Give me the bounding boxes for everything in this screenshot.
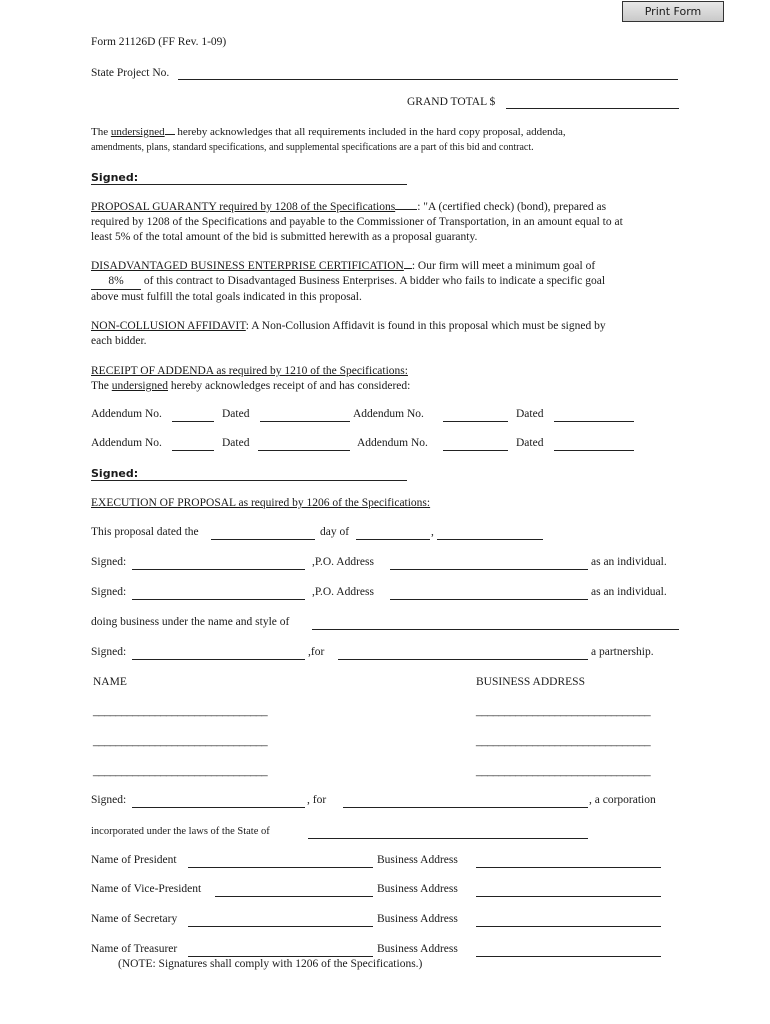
po-address-field[interactable]	[390, 599, 588, 600]
as-individual-label: as an individual.	[591, 556, 667, 568]
proposal-guaranty-heading: PROPOSAL GUARANTY required by 1208 of the Specifications	[91, 201, 396, 213]
addendum-number-field[interactable]	[172, 421, 214, 422]
print-form-button[interactable]: Print Form	[622, 1, 724, 22]
partner-name-field[interactable]: _______________________________	[93, 765, 268, 777]
signed-label: Signed:	[91, 794, 127, 806]
state-project-field[interactable]	[178, 79, 678, 80]
president-name-field[interactable]	[188, 867, 373, 868]
proposal-month-field[interactable]	[356, 539, 430, 540]
for-label: , for	[307, 794, 327, 806]
state-project-label: State Project No.	[91, 67, 170, 79]
non-collusion-text: NON-COLLUSION AFFIDAVIT: A Non-Collusion Affidavit is found in this proposal which must be signed by each bidder.	[91, 320, 606, 347]
proposal-year-field[interactable]	[437, 539, 543, 540]
dated-field[interactable]	[260, 421, 350, 422]
business-address-column-header: BUSINESS ADDRESS	[476, 676, 585, 688]
dbe-heading: DISADVANTAGED BUSINESS ENTERPRISE CERTIFICATION	[91, 260, 404, 272]
corporation-label: , a corporation	[589, 794, 656, 806]
addendum-label: Addendum No.	[91, 437, 162, 449]
business-address-label: Business Address	[377, 883, 458, 895]
vice-president-name-field[interactable]	[215, 896, 373, 897]
secretary-name-field[interactable]	[188, 926, 373, 927]
addendum-number-field[interactable]	[443, 421, 508, 422]
addendum-label: Addendum No.	[91, 408, 162, 420]
addenda-heading: RECEIPT OF ADDENDA as required by 1210 of the Specifications:	[91, 365, 408, 377]
signed-label: Signed:	[91, 556, 127, 568]
individual-signature-field[interactable]	[132, 569, 305, 570]
corporation-signature-field[interactable]	[132, 807, 305, 808]
dated-label: Dated	[222, 437, 250, 449]
secretary-label: Name of Secretary	[91, 913, 178, 925]
business-address-label: Business Address	[377, 854, 458, 866]
po-address-label: ,P.O. Address	[312, 586, 374, 598]
individual-signature-field[interactable]	[132, 599, 305, 600]
signed-label: Signed:	[91, 586, 127, 598]
signed-label: Signed:	[91, 646, 127, 658]
partnership-name-field[interactable]	[338, 659, 588, 660]
po-address-label: ,P.O. Address	[312, 556, 374, 568]
addendum-label: Addendum No.	[357, 437, 428, 449]
dbe-goal-field[interactable]: 8%	[91, 274, 141, 290]
vice-president-label: Name of Vice-President	[91, 883, 202, 895]
secretary-address-field[interactable]	[476, 926, 661, 927]
partner-address-field[interactable]: _______________________________	[476, 765, 651, 777]
partner-address-field[interactable]: _______________________________	[476, 735, 651, 747]
signature-field[interactable]	[91, 480, 407, 481]
acknowledgement-text: The undersigned hereby acknowledges that all requirements included in the hard copy proposal, addenda, amendments, plans, standard specifications, and supplemental specifications are a part of this bid and contract.	[91, 126, 566, 153]
dated-field[interactable]	[554, 450, 634, 451]
dated-label: Dated	[516, 408, 544, 420]
signature-note: (NOTE: Signatures shall comply with 1206 of the Specifications.)	[118, 958, 423, 970]
signature-field[interactable]	[91, 184, 407, 185]
comma: ,	[431, 526, 434, 538]
day-of-label: day of	[320, 526, 350, 538]
addendum-number-field[interactable]	[172, 450, 214, 451]
dated-field[interactable]	[258, 450, 350, 451]
as-individual-label: as an individual.	[591, 586, 667, 598]
treasurer-address-field[interactable]	[476, 956, 661, 957]
addenda-text: RECEIPT OF ADDENDA as required by 1210 of the Specifications: The undersigned hereby acknowledges receipt of and has considered:	[91, 365, 411, 392]
incorporation-state-field[interactable]	[308, 838, 588, 839]
addendum-label: Addendum No.	[353, 408, 424, 420]
form-id: Form 21126D (FF Rev. 1-09)	[91, 36, 227, 48]
dated-field[interactable]	[554, 421, 634, 422]
for-label: ,for	[308, 646, 325, 658]
dated-label: Dated	[516, 437, 544, 449]
name-column-header: NAME	[93, 676, 127, 688]
partner-address-field[interactable]: _______________________________	[476, 705, 651, 717]
grand-total-label: GRAND TOTAL $	[407, 96, 496, 108]
signed-label: Signed:	[91, 171, 139, 184]
signed-label: Signed:	[91, 467, 139, 480]
addendum-number-field[interactable]	[443, 450, 508, 451]
treasurer-label: Name of Treasurer	[91, 943, 178, 955]
partnership-label: a partnership.	[591, 646, 654, 658]
proposal-day-field[interactable]	[211, 539, 315, 540]
treasurer-name-field[interactable]	[188, 956, 373, 957]
president-address-field[interactable]	[476, 867, 661, 868]
execution-heading: EXECUTION OF PROPOSAL as required by 1206 of the Specifications:	[91, 497, 431, 509]
incorporated-label: incorporated under the laws of the State of	[91, 826, 270, 837]
proposal-dated-label: This proposal dated the	[91, 526, 199, 538]
grand-total-field[interactable]	[506, 108, 679, 109]
partnership-signature-field[interactable]	[132, 659, 305, 660]
proposal-guaranty-text: PROPOSAL GUARANTY required by 1208 of the Specifications : "A (certified check) (bond), prepared as required by 1208 of the Specifications and payable to the Commissioner of Transportation, in an amount equal to at least 5% of the total amount of the bid is submitted herewith as a proposal guaranty.	[91, 201, 623, 243]
vice-president-address-field[interactable]	[476, 896, 661, 897]
partner-name-field[interactable]: _______________________________	[93, 735, 268, 747]
dated-label: Dated	[222, 408, 250, 420]
non-collusion-heading: NON-COLLUSION AFFIDAVIT	[91, 320, 246, 332]
president-label: Name of President	[91, 854, 177, 866]
dbe-text: DISADVANTAGED BUSINESS ENTERPRISE CERTIFICATION : Our firm will meet a minimum goal of 8% of this contract to Disadvantaged Business Enterprises. A bidder who fails to indicate a specific goal above must fulfill the total goals indicated in this proposal.	[91, 260, 606, 303]
corporation-name-field[interactable]	[343, 807, 588, 808]
doing-business-label: doing business under the name and style of	[91, 616, 290, 628]
business-name-field[interactable]	[312, 629, 679, 630]
business-address-label: Business Address	[377, 913, 458, 925]
business-address-label: Business Address	[377, 943, 458, 955]
po-address-field[interactable]	[390, 569, 588, 570]
partner-name-field[interactable]: _______________________________	[93, 705, 268, 717]
